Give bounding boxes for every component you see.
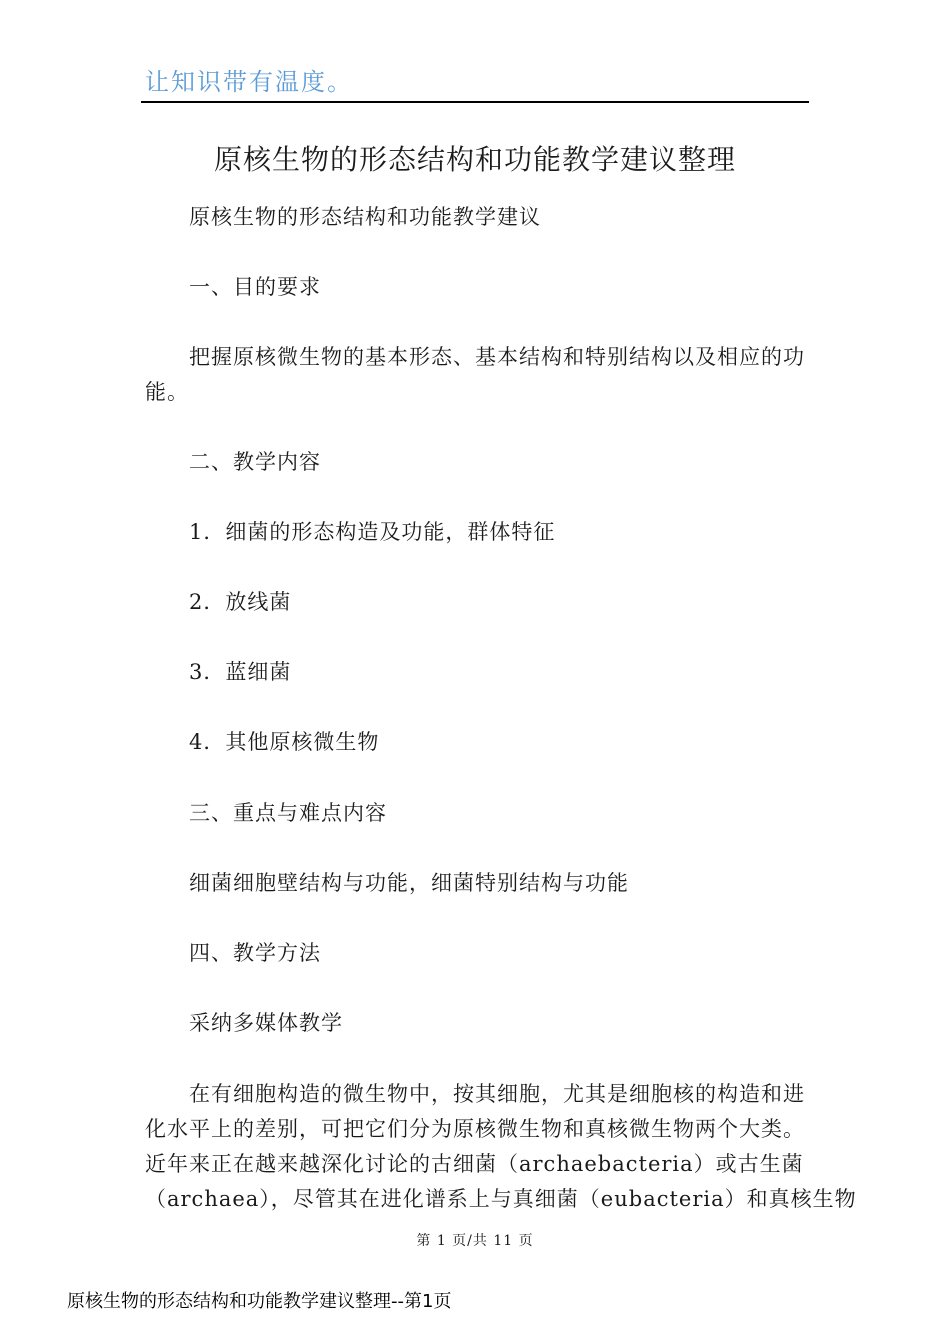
list-item: 4．其他原核微生物 <box>189 730 380 754</box>
section-text-methods: 采纳多媒体教学 <box>189 1011 343 1035</box>
text-line: 近年来正在越来越深化讨论的古细菌（archaebacteria）或古生菌 <box>145 1152 804 1176</box>
document-title: 原核生物的形态结构和功能教学建议整理 <box>213 143 736 176</box>
list-item: 1．细菌的形态构造及功能，群体特征 <box>189 520 556 544</box>
text-line: （archaea），尽管其在进化谱系上与真细菌（eubacteria）和真核生物 <box>145 1187 857 1211</box>
text-line: 把握原核微生物的基本形态、基本结构和特别结构以及相应的功 <box>189 345 805 369</box>
section-heading-goals: 一、目的要求 <box>189 275 321 299</box>
body-paragraph <box>145 1077 857 1217</box>
text-line: 化水平上的差别，可把它们分为原核微生物和真核微生物两个大类。 <box>145 1117 805 1141</box>
section-heading-key-points: 三、重点与难点内容 <box>189 801 387 825</box>
section-heading-methods: 四、教学方法 <box>189 941 321 965</box>
header-slogan: 让知识带有温度。 <box>145 68 353 96</box>
footer-caption: 原核生物的形态结构和功能教学建议整理--第1页 <box>67 1291 452 1312</box>
section-heading-content: 二、教学内容 <box>189 450 321 474</box>
list-item: 3．蓝细菌 <box>189 660 292 684</box>
page-number: 第 1 页/共 11 页 <box>416 1233 534 1249</box>
list-item: 2．放线菌 <box>189 590 292 614</box>
section-text-key-points: 细菌细胞壁结构与功能，细菌特别结构与功能 <box>189 871 629 895</box>
section-text-goals <box>145 340 809 410</box>
header-divider <box>141 101 809 103</box>
text-line: 在有细胞构造的微生物中，按其细胞，尤其是细胞核的构造和进 <box>189 1082 805 1106</box>
document-subtitle: 原核生物的形态结构和功能教学建议 <box>189 205 541 229</box>
text-line: 能。 <box>145 380 189 404</box>
